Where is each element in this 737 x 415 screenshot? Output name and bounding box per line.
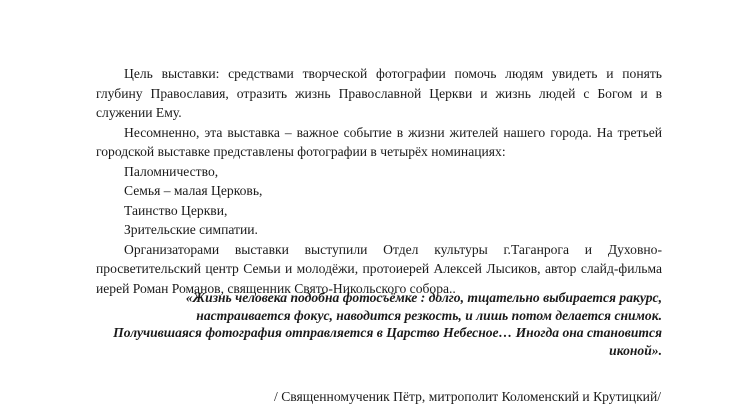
nomination-item: Паломничество,: [124, 163, 219, 179]
nomination-item: Зрительские симпатии.: [124, 222, 258, 237]
document-body: [96, 64, 662, 298]
paragraph-exhibition-event: Несомненно, эта выставка – важное событие в жизни жителей нашего города. На третьей городской выставке представлены фотографии в четырёх номинациях:: [96, 124, 662, 159]
epigraph-quote: «Жизнь человека подобна фотосъёмке : долго, тщательно выбирается ракурс, настраивается фокус, наводится резкость, и лишь потом делается снимок. Получившаяся фотография отправляется в Царство Небесное… Иногда она становится иконой».: [113, 290, 662, 358]
nomination-item: Семья – малая Церковь,: [124, 183, 263, 198]
paragraph-organizers: Организаторами выставки выступили Отдел культуры г.Таганрога и Духовно-просветительский центр Семьи и молодёжи, протоиерей Алексей Лысиков, автор слайд-фильма иерей Роман Романов, священник Свято-Никольского собора..: [96, 241, 662, 296]
quote-attribution: / Священномученик Пётр, митрополит Коломенский и Крутицкий/: [274, 389, 661, 404]
paragraph-exhibition-goal: Цель выставки: средствами творческой фотографии помочь людям увидеть и понять глубину Православия, отразить жизнь Православной Церкви и жизнь людей с Богом и в служении Ему.: [96, 66, 662, 120]
nomination-item: Таинство Церкви,: [124, 202, 228, 218]
